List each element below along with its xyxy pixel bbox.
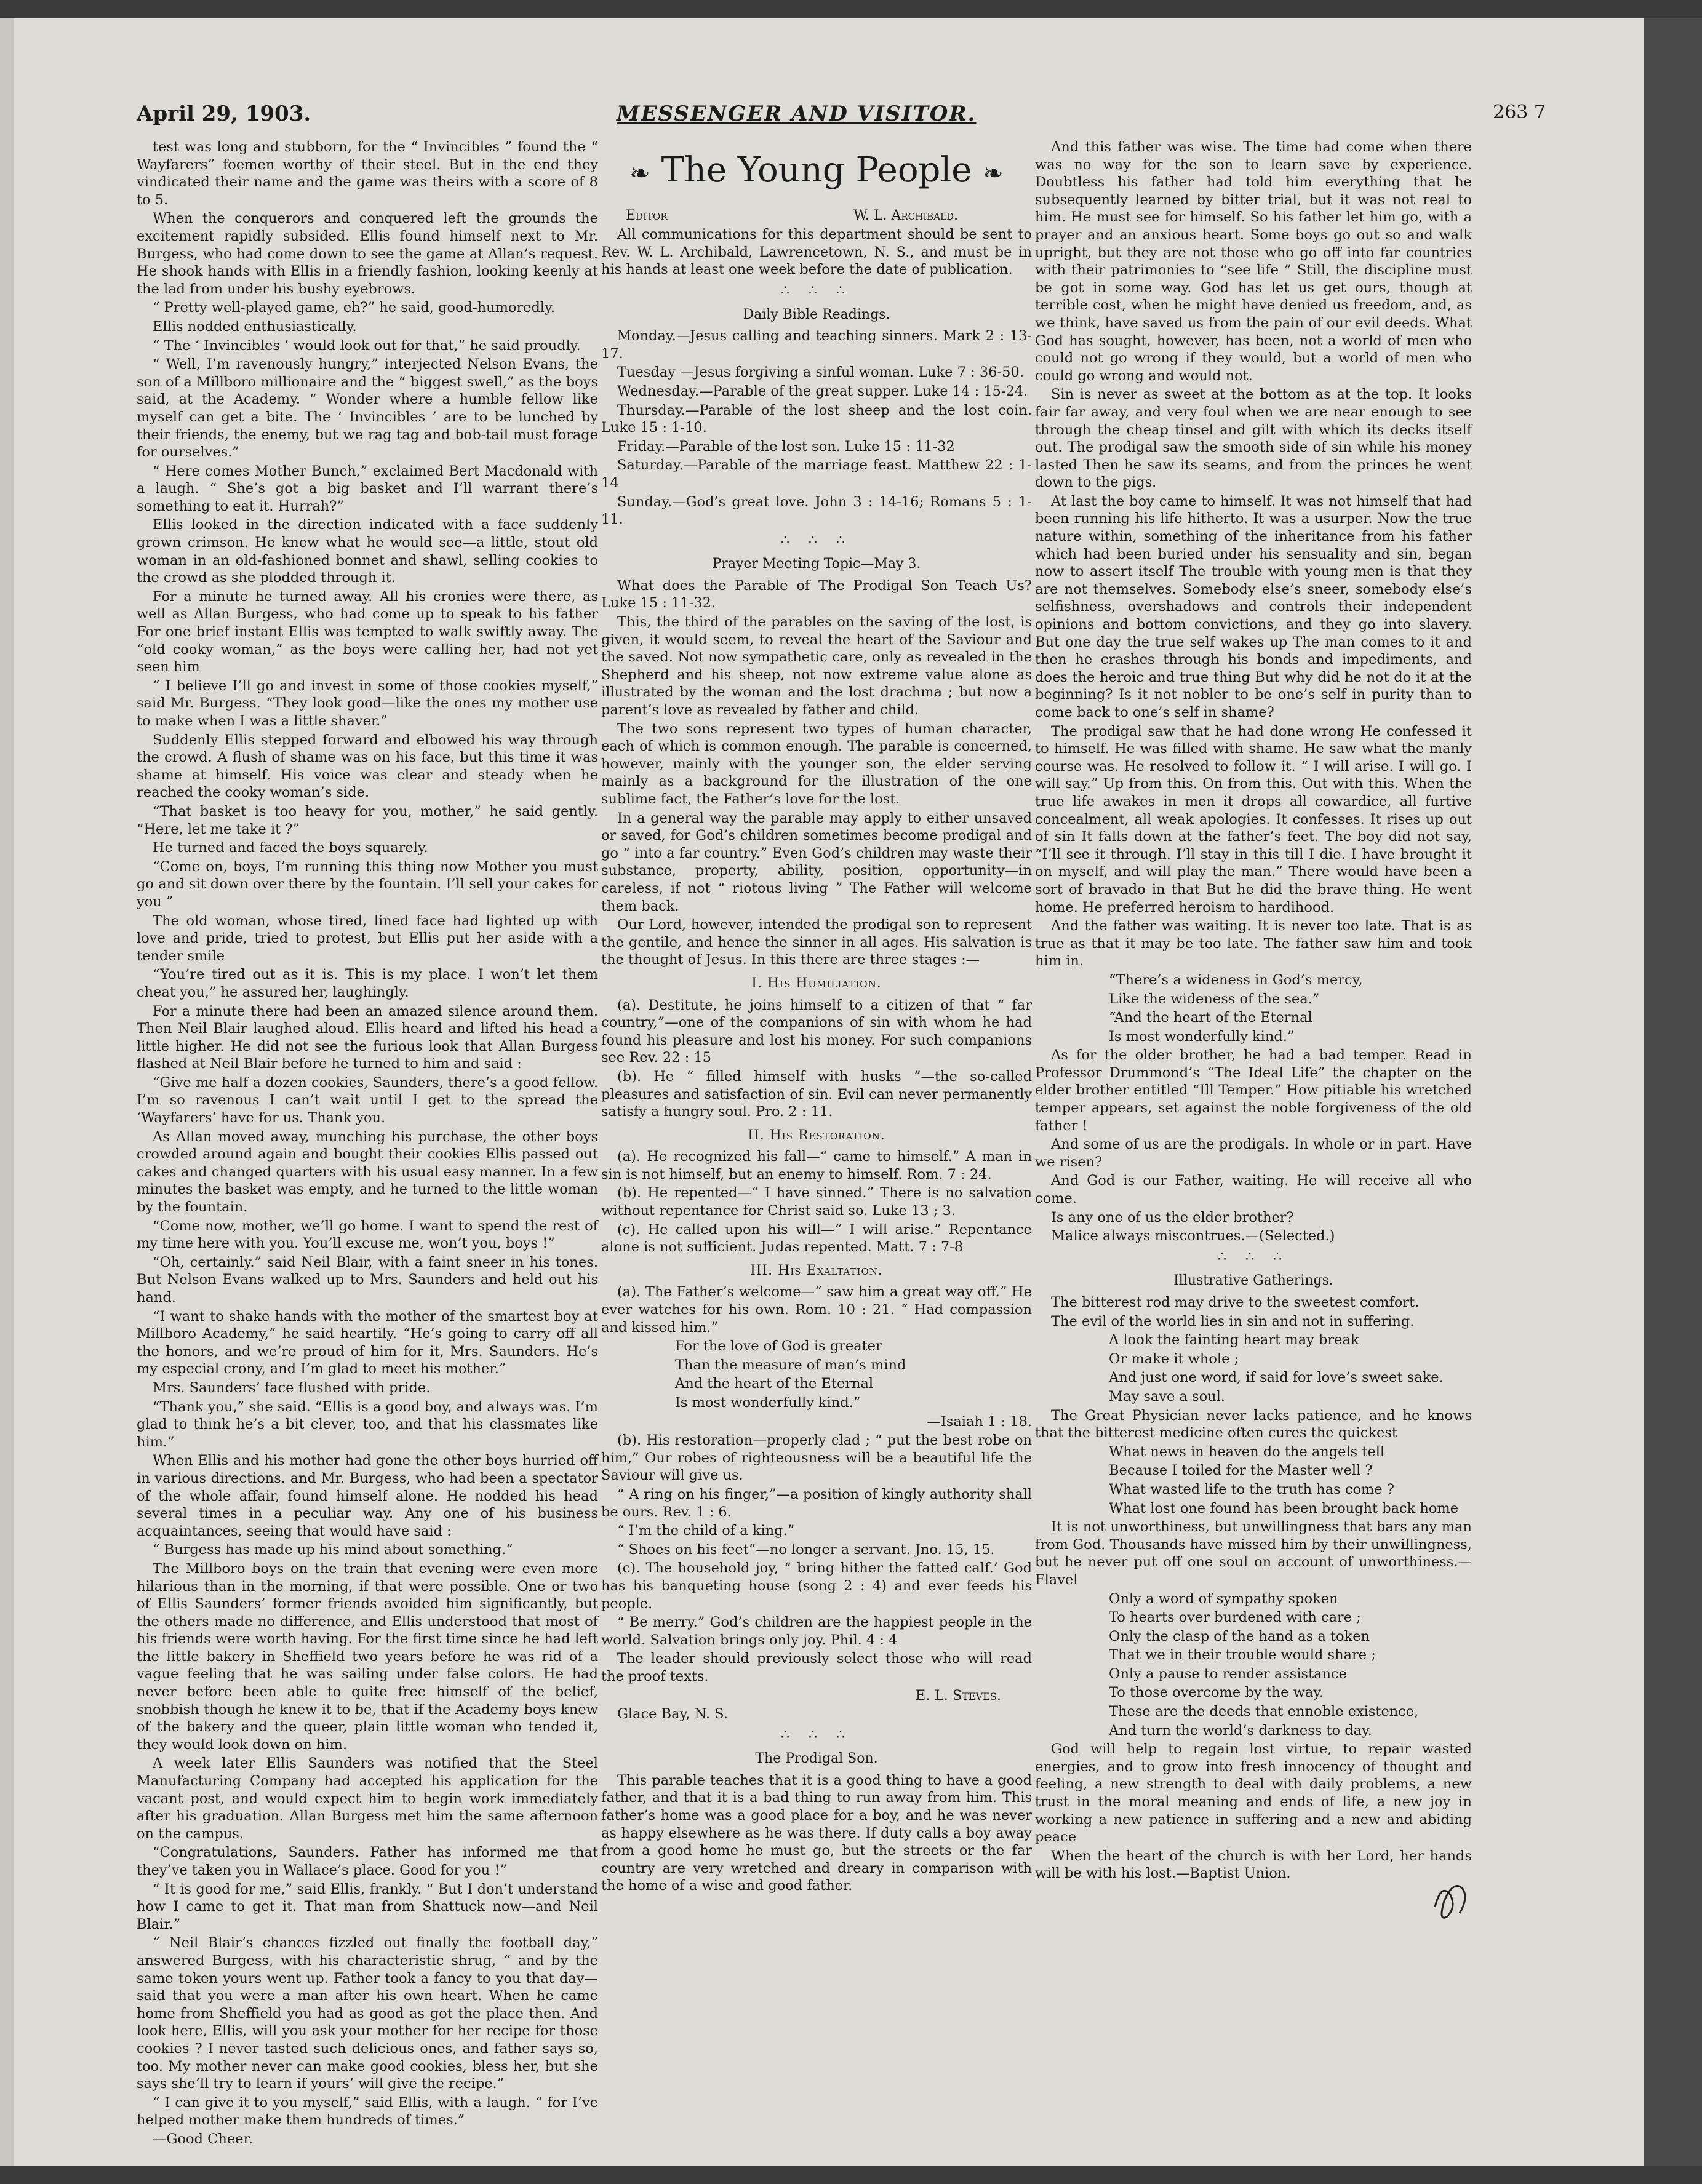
gathering-1: The bitterest rod may drive to the sweetest comfort. [1051, 1294, 1420, 1310]
paragraph: (c). The household joy, “ bring hither the fatted calf.’ God has his banqueting house (song 2 : 4) and ever feeds his people. [601, 1560, 1032, 1612]
editor-label: Editor [626, 207, 668, 223]
paragraph: And the father was waiting. It is never too late. That is as true as that it may be too late. The father saw him and took him in. [1035, 918, 1472, 970]
gathering-5: God will help to regain lost virtue, to repair wasted energies, and to grow into fresh innocency of thought and feeling, a new strength to deal with daily problems, a new trust in the moral meaning and ends of life, a new joy in working a new patience in suffering and a new and abiding peace [1035, 1741, 1472, 1846]
poem-reference: —Isaiah 1 : 18. [927, 1413, 1032, 1430]
paragraph: “ Burgess has made up his mind about something.” [153, 1542, 513, 1558]
poem-a-look [1035, 1331, 1472, 1405]
paragraph: “I want to shake hands with the mother of the smartest boy at Millboro Academy,” he said heartily. “He’s going to carry off all the honors, and we’re proud of him for it, Mrs. Saunders. He’s my especial crony, and I’m glad to meet his mother.” [137, 1308, 598, 1377]
paragraph: “ I can give it to you myself,” said Ellis, with a laugh. “ for I’ve helped mother make them hundreds of times.” [137, 2094, 598, 2129]
divider-stars-icon: ∴ ∴ ∴ [781, 532, 852, 548]
editor-name: W. L. Archibald. [853, 207, 958, 223]
paragraph: (a). He recognized his fall—“ came to himself.” A man in sin is not himself, but an enemy to himself. Rom. 7 : 24. [601, 1149, 1032, 1182]
paragraph: To those overcome by the way. [1109, 1684, 1324, 1701]
paragraph: Malice always miscontrues.—(Selected.) [1051, 1228, 1335, 1245]
paragraph: Wednesday.—Parable of the great supper. Luke 14 : 15-24. [617, 383, 1028, 399]
adjacent-page-edge [0, 18, 14, 2166]
paragraph: Friday.—Parable of the lost son. Luke 15 : 11-32 [617, 438, 955, 455]
paragraph: (b). He “ filled himself with husks ”—the so-called pleasures and satisfaction of sin. Evil can never permanently satisfy a hungry soul. Pro. 2 : 11. [601, 1068, 1032, 1120]
bible-readings-list [601, 327, 1032, 528]
paragraph: Or make it whole ; [1109, 1350, 1239, 1367]
paragraph: Sunday.—God’s great love. John 3 : 14-16; Romans 5 : 1-11. [601, 493, 1032, 528]
prayer-paragraphs [601, 613, 1032, 969]
paragraph: “ A ring on his finger,”—a position of kingly authority shall be ours. Rev. 1 : 6. [601, 1486, 1032, 1520]
paragraph: At last the boy came to himself. It was not himself that had been running his life hitherto. It was a usurper. Now the true nature within, something of the inheritance from his father which had been buried under his sensuality and sin, began now to assert itself The trouble with young men is that they are not themselves. Somebody else’s sneer, somebody else’s selfishness, overshadows and controls their independent opinions and bottom convictions, and they go into slavery. But one day the true self wakes up The man comes to it and then he crashes through his bonds and impediments, and does the heroic and true thing But why did he not do it at the beginning? Is it not nobler to be one’s self in purity than to come back to one’s self in shame? [1035, 493, 1472, 720]
paragraph: “ I believe I’ll go and invest in some of those cookies myself,” said Mr. Burgess. “They look good—like the ones my mother use to make when I was a little shaver.” [137, 677, 598, 729]
paragraph: “ Well, I’m ravenously hungry,” interjected Nelson Evans, the son of a Millboro millionaire and the “ biggest swell,” as the boys said, at the Academy. “ Wonder where a humble fellow like myself can get a bite. The ‘ Invincibles ’ are to be lunched by their friends, the enemy, but we rag tag and bob-tail must forage for ourselves.” [137, 356, 598, 461]
paragraph: (c). He called upon his will—“ I will arise.” Repentance alone is not sufficient. Judas repented. Matt. 7 : 7-8 [601, 1221, 1032, 1256]
paragraph: Suddenly Ellis stepped forward and elbowed his way through the crowd. A flush of shame was on his face, but this time it was shame at himself. His voice was clear and steady when he reached the cooky woman’s side. [137, 731, 598, 801]
paragraph: “You’re tired out as it is. This is my place. I won’t let them cheat you,” he assured her, laughingly. [137, 966, 598, 1000]
paragraph: He turned and faced the boys squarely. [153, 840, 428, 856]
paragraph: And the heart of the Eternal [675, 1376, 874, 1392]
paragraph: Monday.—Jesus calling and teaching sinners. Mark 2 : 13-17. [601, 328, 1032, 362]
paragraph: —Good Cheer. [153, 2130, 253, 2147]
paragraph: “ I’m the child of a king.” [617, 1523, 795, 1539]
paragraph: The leader should previously select those who will read the proof texts. [601, 1651, 1032, 1684]
scanner-background [1644, 18, 1702, 2166]
section-title: ❧ The Young People ❧ [629, 150, 1004, 190]
divider-stars-icon: ∴ ∴ ∴ [781, 1727, 852, 1743]
paragraph: What wasted life to the truth has come ? [1109, 1481, 1394, 1497]
paragraph: Is most wonderfully kind.” [1109, 1028, 1295, 1045]
stage1-heading: I. His Humiliation. [751, 975, 882, 991]
paragraph: This, the third of the parables on the saving of the lost, is given, it would seem, to reveal the heart of the Saviour and the saved. Not now sympathetic care, only as revealed in the Shepherd and his sheep, not now extreme value alone as illustrated by the woman and the lost drachma ; but now a parent’s love as revealed by father and child. [601, 614, 1032, 719]
paragraph: When the conquerors and conquered left the grounds the excitement rapidly subsided. Ellis found himself next to Mr. Burgess, who had come down to see the game at Allan’s request. He shook hands with Ellis in a friendly fashion, looking keenly at the lad from under his bushy eyebrows. [137, 210, 598, 297]
prodigal-son-heading: The Prodigal Son. [755, 1751, 878, 1767]
left-ornament-icon: ❧ [629, 159, 650, 188]
paragraph: “ Neil Blair’s chances fizzled out finally the football day,” answered Burgess, with his characteristic shrug, “ and by the same token yours went up. Father took a fancy to you that day—said that you were a man after his own heart. When he came home from Sheffield you had as good as got the place then. And look here, Ellis, will you ask your mother for her recipe for those cookies ? I never tasted such delicious ones, and father says so, too. My mother never can make good cookies, bless her, but she says she’ll try to learn if yours’ will give the recipe.” [137, 1935, 598, 2092]
page-header [14, 102, 1644, 138]
prayer-topic-heading: Prayer Meeting Topic—May 3. [712, 556, 921, 572]
paragraph: For a minute there had been an amazed silence around them. Then Neil Blair laughed aloud. Ellis heard and lifted his head a little higher. He did not see the furious look that Allan Burgess flashed at Neil Blair before he turned to him and said : [137, 1003, 598, 1072]
poem-love-of-god [601, 1337, 1032, 1411]
paragraph: A week later Ellis Saunders was notified that the Steel Manufacturing Company had accepted his application for the vacant post, and would expect him to begin work immediately after his graduation. Allan Burgess met him the same afternoon on the campus. [137, 1755, 598, 1842]
paragraph: Like the wideness of the sea.” [1109, 990, 1320, 1007]
poem-sympathy [1035, 1590, 1472, 1740]
paragraph: “Come on, boys, I’m running this thing now Mother you must go and sit down over there by the fountain. I’ll sell your cakes for you ” [137, 858, 598, 910]
stage3-list [601, 1432, 1032, 1685]
paragraph: And turn the world’s darkness to day. [1109, 1722, 1372, 1739]
paragraph: “ Be merry.” God’s children are the happiest people in the world. Salvation brings only joy. Phil. 4 : 4 [601, 1614, 1032, 1648]
issue-date: April 29, 1903. [137, 102, 311, 126]
paragraph: Our Lord, however, intended the prodigal son to represent the gentile, and hence the sinner in all ages. His salvation is the thought of Jesus. In this there are three stages :— [601, 917, 1032, 968]
intro-paragraph: All communications for this department should be sent to Rev. W. L. Archibald, Lawrencetown, N. S., and must be in his hands at least one week before the date of publication. [601, 226, 1032, 278]
paragraph: “Come now, mother, we’ll go home. I want to spend the rest of my time here with you. You’ll excuse me, won’t you, boys !” [137, 1218, 598, 1252]
handwritten-mark-icon [1429, 1870, 1472, 1926]
paragraph: The old woman, whose tired, lined face had lighted up with love and pride, tried to protest, but Ellis put her aside with a tender smile [137, 912, 598, 964]
paragraph: In a general way the parable may apply to either unsaved or saved, for God’s children sometimes become prodigal and go “ into a far country.” Even God’s children may waste their substance, property, ability, position, opportunity—in careless, if not “ riotous living ” The Father will welcome them back. [601, 810, 1032, 914]
right-ornament-icon: ❧ [983, 159, 1004, 188]
paragraph: Tuesday —Jesus forgiving a sinful woman. Luke 7 : 36-50. [617, 364, 1024, 381]
paragraph: “ The ‘ Invincibles ’ would look out for that,” he said proudly. [153, 337, 581, 354]
prodigal-paragraph: This parable teaches that it is a good thing to have a good father, and that it is a bad thing to run away from him. This father’s home was a good place for a boy, and he was never as happy elsewhere as he was there. If duty calls a boy away from a good home he must go, but the streets or the far country are very wretched and dreary in comparison with the home of a wise and good father. [601, 1772, 1032, 1894]
paragraph: The prodigal saw that he had done wrong He confessed it to himself. He was filled with shame. He saw what the manly course was. He resolved to follow it. “ I will arise. I will go. I will say.” Up from this. On from this. Out with this. When the true life awakes in men it drops all cowardice, all furtive concealment, all weak apologies. It confesses. It rises up out of sin It falls down at the father’s feet. The boy did not say, “I’ll see it through. I’ll stay in this till I die. I have brought it on myself, and will play the man.” There would have been a sort of bravado in that But he did the brave thing. He went home. He preferred heroism to hardihood. [1035, 723, 1472, 915]
paragraph: For a minute he turned away. All his cronies were there, as well as Allan Burgess, who had come up to speak to his father For one brief instant Ellis was tempted to walk swiftly away. The “old cooky woman,” as the boys were calling her, had not yet seen him [137, 588, 598, 676]
author-place: Glace Bay, N. S. [617, 1706, 728, 1723]
paragraph: “ Shoes on his feet”—no longer a servant. Jno. 15, 15. [617, 1541, 995, 1558]
paragraph: “Congratulations, Saunders. Father has informed me that they’ve taken you in Wallace’s place. Good for you !” [137, 1844, 598, 1878]
gathering-6: When the heart of the church is with her Lord, her hands will be with his lost.—Baptist Union. [1035, 1847, 1472, 1882]
author-signature: E. L. Steves. [915, 1687, 1001, 1704]
paragraph: Because I toiled for the Master well ? [1109, 1462, 1373, 1479]
stage3-heading: III. His Exaltation. [750, 1262, 883, 1278]
column-story [137, 138, 598, 2150]
editor-line [601, 207, 1032, 225]
paragraph: Thursday.—Parable of the lost sheep and the lost coin. Luke 15 : 1-10. [601, 402, 1032, 436]
paragraph: As for the older brother, he had a bad temper. Read in Professor Drummond’s “The Ideal Life” the chapter on the elder brother entitled “Ill Temper.” How pitiable his wretched temper appears, set against the noble forgiveness of the old father ! [1035, 1047, 1472, 1134]
page-number: 263 7 [1493, 102, 1546, 123]
paragraph: The two sons represent two types of human character, each of which is common enough. The parable is concerned, however, mainly with the younger son, the elder serving mainly as a background for the illustration of the one sublime fact, the Father’s love for the lost. [601, 720, 1032, 807]
paragraph: Ellis nodded enthusiastically. [153, 318, 357, 335]
paragraph: What lost one found has been brought back home [1109, 1500, 1459, 1516]
paragraph: That we in their trouble would share ; [1109, 1647, 1376, 1664]
stage1-list [601, 997, 1032, 1121]
gathering-4: It is not unworthiness, but unwillingness that bars any man from God. Thousands have missed him by their unwillingness, but he never put off one soul on account of unworthiness.—Flavel [1035, 1519, 1472, 1588]
poem-angels [1035, 1443, 1472, 1517]
gathering-3: The Great Physician never lacks patience, and he knows that the bitterest medicine often cures the quickest [1035, 1407, 1472, 1441]
paragraph: “ It is good for me,” said Ellis, frankly. “ But I don’t understand how I came to get it. That man from Shattuck now—and Neil Blair.” [137, 1881, 598, 1932]
masthead: MESSENGER AND VISITOR. [617, 102, 977, 126]
paragraph: And God is our Father, waiting. He will receive all who come. [1035, 1173, 1472, 1207]
paragraph: And some of us are the prodigals. In whole or in part. Have we risen? [1035, 1136, 1472, 1170]
paragraph: As Allan moved away, munching his purchase, the other boys crowded around again and bought their cookies Ellis passed out cakes and changed quarters with his usual easy manner. In a few minutes the basket was empty, and he turned to the little woman by the fountain. [137, 1128, 598, 1216]
paragraph: Is any one of us the elder brother? [1051, 1209, 1294, 1226]
paragraph: “Oh, certainly.” said Neil Blair, with a faint sneer in his tones. But Nelson Evans walked up to Mrs. Saunders and held out his hand. [137, 1254, 598, 1305]
illustrative-heading: Illustrative Gatherings. [1173, 1273, 1333, 1289]
divider-stars-icon: ∴ ∴ ∴ [781, 282, 852, 298]
paragraph: May save a soul. [1109, 1388, 1225, 1405]
stage3-a: (a). The Father’s welcome—“ saw him a great way off.” He ever watches for his own. Rom. 10 : 21. “ Had compassion and kissed him.” [601, 1284, 1032, 1336]
paragraph: Sin is never as sweet at the bottom as at the top. It looks fair far away, and very foul when we are near enough to see through the cheap tinsel and gilt with which its decks itself out. The prodigal saw the smooth side of sin while his money lasted Then he saw its seams, and from the princes he went down to the pigs. [1035, 386, 1472, 491]
paragraph: Is most wonderfully kind.” [675, 1395, 861, 1411]
paragraph: Mrs. Saunders’ face flushed with pride. [153, 1379, 431, 1396]
stage2-heading: II. His Restoration. [748, 1127, 885, 1143]
prayer-question: What does the Parable of The Prodigal Son Teach Us? Luke 15 : 11-32. [601, 577, 1032, 612]
stage2-list [601, 1148, 1032, 1256]
paragraph: (a). Destitute, he joins himself to a citizen of that “ far country,”—one of the companions of sin with whom he had found his pleasure and lost his money. For such companions see Rev. 22 : 15 [601, 997, 1032, 1066]
paragraph: “ Here comes Mother Bunch,” exclaimed Bert Macdonald with a laugh. “ She’s got a big basket and I’ll warrant there’s something to eat it. Hurrah?” [137, 463, 598, 514]
paragraph: When Ellis and his mother had gone the other boys hurried off in various directions. and Mr. Burgess, who had been a spectator of the whole affair, found himself alone. He nodded his head several times in a peculiar way. Any one of his business acquaintances, seeing that would have said : [137, 1453, 598, 1539]
divider-stars-icon: ∴ ∴ ∴ [1218, 1249, 1289, 1265]
paragraph: To hearts over burdened with care ; [1109, 1609, 1361, 1626]
newspaper-page [14, 18, 1644, 2166]
prodigal-continued-paragraphs [1035, 138, 1472, 970]
bible-readings-heading: Daily Bible Readings. [743, 306, 890, 322]
paragraph: (b). His restoration—properly clad ; “ put the best robe on him,” Our robes of righteousness will be a beautiful life the Saviour will give us. [601, 1432, 1032, 1484]
paragraph: “There’s a wideness in God’s mercy, [1109, 971, 1363, 988]
column-prodigal-continued [1035, 138, 1472, 1884]
paragraph: Only the clasp of the hand as a token [1109, 1628, 1370, 1644]
paragraph: And just one word, if said for love’s sweet sake. [1109, 1369, 1444, 1386]
paragraph: “Give me half a dozen cookies, Saunders, there’s a good fellow. I’m so ravenous I can’t wait until I get to the spread the ‘Wayfarers’ have for us. Thank you. [137, 1074, 598, 1126]
paragraph: Than the measure of man’s mind [675, 1357, 906, 1373]
paragraph: “That basket is too heavy for you, mother,” he said gently. “Here, let me take it ?” [137, 803, 598, 837]
paragraph: A look the fainting heart may break [1109, 1332, 1359, 1349]
paragraph: (b). He repented—“ I have sinned.” There is no salvation without repentance for Christ said so. Luke 13 ; 3. [601, 1185, 1032, 1219]
paragraph: Saturday.—Parable of the marriage feast. Matthew 22 : 1-14 [601, 457, 1032, 491]
paragraph: And this father was wise. The time had come when there was no way for the son to learn save by experience. Doubtless his father had told him everything that he subsequently learned by bitter trial, but it was not real to him. He must see for himself. So his father let him go, with a prayer and an anxious heart. Some boys go out so and walk upright, but they are not those who go off into far countries with their patrimonies to “see life ” Still, the discipline must be got in some way. God has let us get ours, though at terrible cost, when he might have denied us freedom, and, as we think, have saved us from the pain of our evil deeds. What God has sought, however, has been, not a world of men who could not go wrong if they would, but a world of men who could go wrong and would not. [1035, 139, 1472, 384]
paragraph: test was long and stubborn, for the “ Invincibles ” found the “ Wayfarers” foemen worthy of their steel. But in the end they vindicated their name and the game was theirs with a score of 8 to 5. [137, 139, 598, 208]
poem-wideness [1035, 971, 1472, 1045]
paragraph: These are the deeds that ennoble existence, [1109, 1704, 1419, 1720]
gathering-2: The evil of the world lies in sin and not in suffering. [1051, 1313, 1415, 1329]
paragraph: Only a pause to render assistance [1109, 1665, 1347, 1682]
paragraph: Ellis looked in the direction indicated with a face suddenly grown crimson. He knew what he would see—a little, stout old woman in an old-fashioned bonnet and shawl, selling cookies to the crowd as she plodded through it. [137, 517, 598, 586]
elder-brother-paragraphs [1035, 1046, 1472, 1245]
paragraph: The Millboro boys on the train that evening were even more hilarious than in the morning, if that were possible. One or two of Ellis Saunders’ former friends avoided him significantly, but the others made no difference, and Ellis understood that most of his friends were worth having. For the first time since he had left the little bakery in Sheffield two years before he was rid of a vague feeling that he was sailing under false colors. He had never before been able to quite free himself of the belief, snobbish though he knew it to be, that if the Academy boys knew of the bakery and the queer, plain little woman who tended it, they would look down on him. [137, 1560, 598, 1753]
column-young-people [601, 138, 1032, 1896]
paragraph: “Thank you,” she said. “Ellis is a good boy, and always was. I’m glad to think he’s a bit clever, too, and that his classmates like him.” [137, 1398, 598, 1450]
paragraph: “ Pretty well-played game, eh?” he said, good-humoredly. [153, 300, 556, 316]
paragraph: For the love of God is greater [675, 1338, 882, 1355]
paragraph: What news in heaven do the angels tell [1109, 1443, 1385, 1460]
paragraph: Only a word of sympathy spoken [1109, 1590, 1338, 1607]
paragraph: “And the heart of the Eternal [1109, 1010, 1312, 1026]
